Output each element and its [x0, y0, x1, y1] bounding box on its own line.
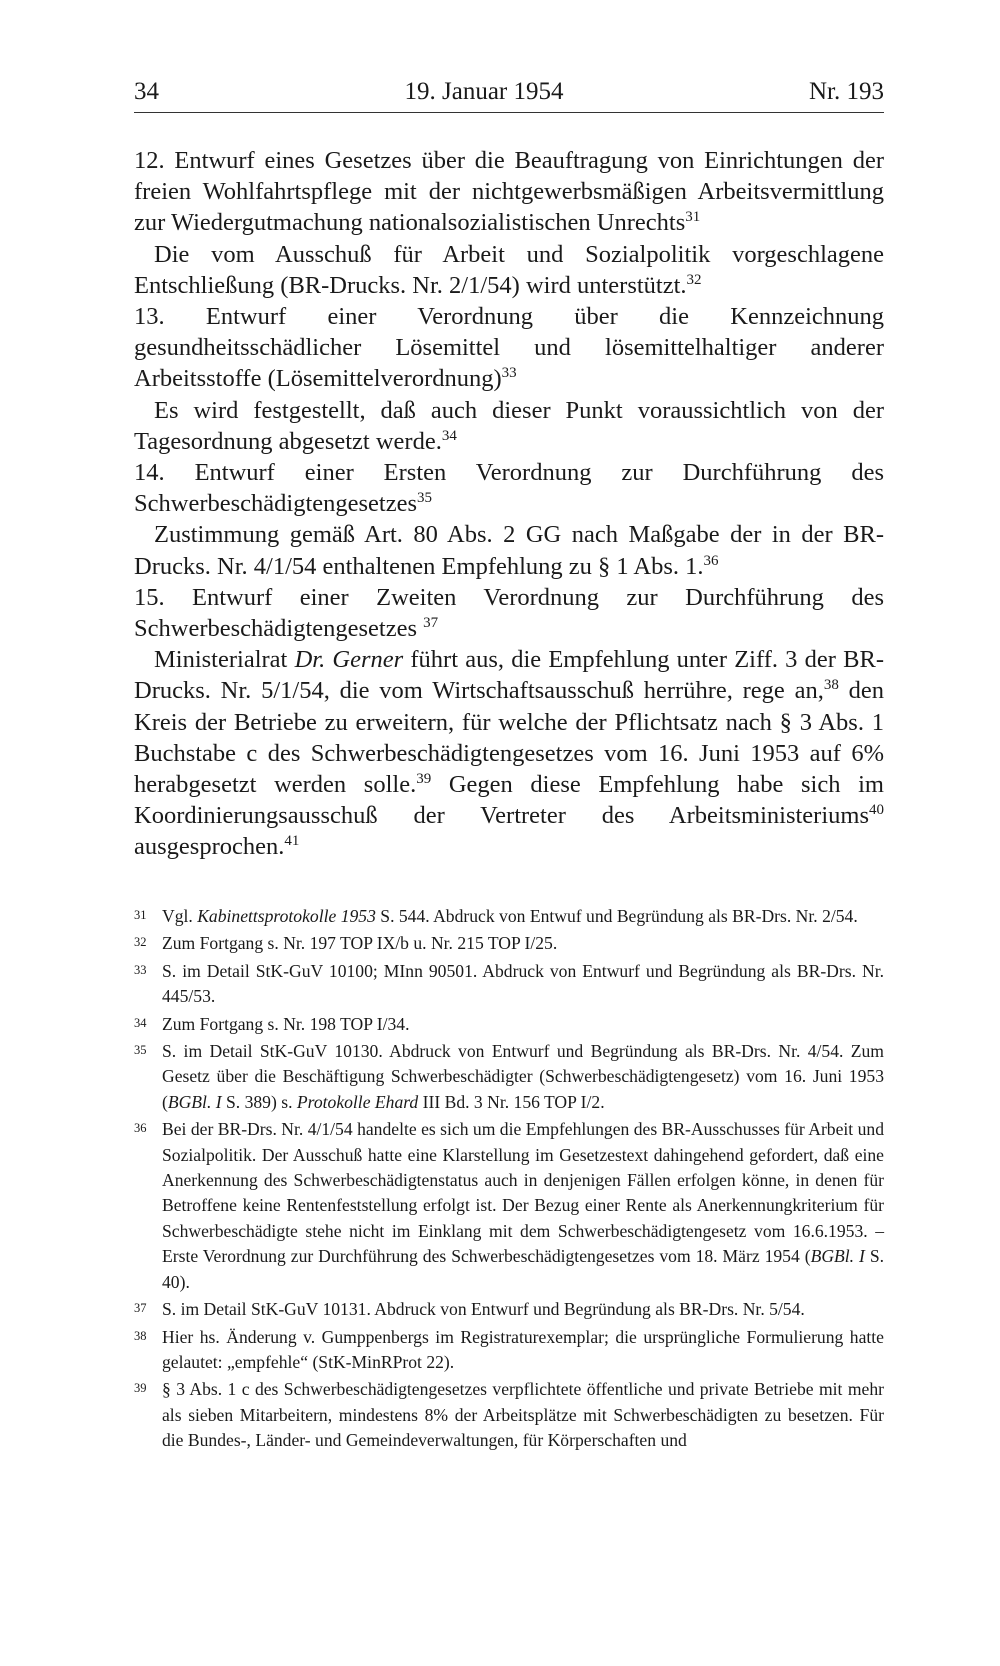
agenda-item-13-decision: Es wird festgestellt, daß auch dieser Punkt voraussichtlich von der Tagesordnung abgesetzt werde.$^{34}$ [134, 396, 884, 455]
footnote-32: 32 Zum Fortgang s. Nr. 197 TOP IX/b u. Nr. 215 TOP I/25. [134, 933, 558, 954]
running-header [134, 78, 884, 113]
footnote-38: 38 Hier hs. Änderung v. Gumppenbergs im Registraturexemplar; die ursprüngliche Formulierung hatte gelautet: „empfehle“ (StK-MinRProt 22). [134, 1326, 884, 1372]
agenda-item-13: 13. Entwurf einer Verordnung über die Kennzeichnung gesundheitsschädlicher Lösemittel und lösemittelhaltiger anderer Arbeitsstoffe (Lösemittelverordnung)$^{33}$ [134, 303, 884, 393]
footnote-ref[interactable]: 38 [823, 677, 839, 694]
agenda-item-14-decision: Zustimmung gemäß Art. 80 Abs. 2 GG nach Maßgabe der in der BR-Drucks. Nr. 4/1/54 enthaltenen Empfehlung zu § 1 Abs. 1.36 [134, 521, 884, 580]
footnote-36: 36 Bei der BR-Drs. Nr. 4/1/54 handelte es sich um die Empfehlungen des BR-Ausschusses für Arbeit und Sozialpolitik. Der Ausschuß hatte eine Klarstellung im Gesetzestext dahingehend gefordert, daß eine Anerkennung des Schwerbeschädigtenstatus auch in denjenigen Fällen erfolgen könne, in denen für Betroffene keine Rentenfeststellung erfolgt ist. Der Bezug einer Rente als Anerkennungkriterium für Schwerbeschädigte stehe nicht im Einklang mit dem Schwerbeschädigtengesetz vom 16.6.1953. – Erste Verordnung zur Durchführung des Schwerbeschädigtengesetzes vom 18. März 1954 (BGBl. I S. 40). [134, 1119, 885, 1292]
page [134, 78, 884, 863]
footnotes [134, 904, 884, 1456]
agenda-item-15: 15. Entwurf einer Zweiten Verordnung zur Durchführung des Schwerbeschädigtengesetzes $^{37}$ [134, 583, 884, 643]
footnote-ref[interactable]: 37 [423, 615, 439, 632]
footnote-ref[interactable]: 41 [284, 833, 300, 850]
footnote-35: 35 S. im Detail StK-GuV 10130. Abdruck von Entwurf und Begründung als BR-Drs. Nr. 4/54. Zum Gesetz über die Beschäftigung Schwerbeschädigter (Schwerbeschädigtengesetz) vom 16. Juni 1953 (BGBl. I S. 389) s. Protokolle Ehard III Bd. 3 Nr. 156 TOP I/2. [134, 1041, 884, 1112]
header-date: 19. Januar 1954 [404, 78, 564, 105]
footnote-33: 33 S. im Detail StK-GuV 10100; MInn 90501. Abdruck von Entwurf und Begründung als BR-Drs. Nr. 445/53. [134, 960, 884, 1007]
agenda-item-12-decision: Die vom Ausschuß für Arbeit und Sozialpolitik vorgeschlagene Entschließung (BR-Drucks. Nr. 2/1/54) wird unterstützt.$^{32}$ [134, 240, 884, 299]
footnote-ref[interactable]: 36 [703, 552, 719, 569]
footnote-ref[interactable]: 31 [685, 209, 701, 226]
footnote-37: 37 S. im Detail StK-GuV 10131. Abdruck von Entwurf und Begründung als BR-Drs. Nr. 5/54. [134, 1299, 805, 1320]
agenda-item-12: 12. Entwurf eines Gesetzes über die Beauftragung von Einrichtungen der freien Wohlfahrtspflege mit der nichtgewerbsmäßigen Arbeitsvermittlung zur Wiedergutmachung nationalsozialistischen Unrechts$^{31}$ [134, 147, 884, 237]
footnote-39: 39 § 3 Abs. 1 c des Schwerbeschädigtengesetzes verpflichtete öffentliche und private Betriebe mit mehr als sieben Mitarbeitern, mindestens 8% der Arbeitsplätze mit Schwerbeschädigten zu besetzen. Für die Bundes-, Länder- und Gemeindeverwaltungen, für Körperschaften und [134, 1379, 884, 1451]
footnote-34: 34 Zum Fortgang s. Nr. 198 TOP I/34. [134, 1013, 410, 1034]
footnote-ref[interactable]: 34 [441, 427, 457, 444]
header-doc-number: Nr. 193 [809, 78, 884, 105]
footnote-ref[interactable]: 35 [417, 490, 432, 507]
page-number: 34 [134, 78, 159, 105]
speaker-name: Dr. Gerner [294, 646, 404, 674]
footnote-ref[interactable]: 33 [501, 365, 517, 382]
footnote-31: 31 Vgl. Kabinettsprotokolle 1953 S. 544. Abdruck von Entwuf und Begründung als BR-Drs. Nr. 2/54. [134, 906, 858, 926]
footnote-ref[interactable]: 32 [686, 271, 702, 288]
agenda-item-15-discussion: Ministerialrat Dr. Gerner führt aus, die Empfehlung unter Ziff. 3 der BR-Drucks. Nr. 5/1/54, die vom Wirtschaftsausschuß herrühre, rege an,$^{38}$ den Kreis der Betriebe zu erweitern, für welche der Pflichtsatz nach § 3 Abs. 1 Buchstabe c des Schwerbeschädigtengesetzes vom 16. Juni 1953 auf 6% herabgesetzt werden solle.$^{39}$ Gegen diese Empfehlung habe sich im Koordinierungsausschuß der Vertreter des Arbeitsministeriums$^{40}$ ausgesprochen.$^{41}$ [134, 646, 885, 861]
body-text [134, 145, 884, 863]
footnote-ref[interactable]: 39 [416, 771, 432, 788]
footnote-ref[interactable]: 40 [869, 802, 884, 819]
agenda-item-14: 14. Entwurf einer Ersten Verordnung zur Durchführung des Schwerbeschädigtengesetzes$^{35}$ [134, 459, 884, 518]
